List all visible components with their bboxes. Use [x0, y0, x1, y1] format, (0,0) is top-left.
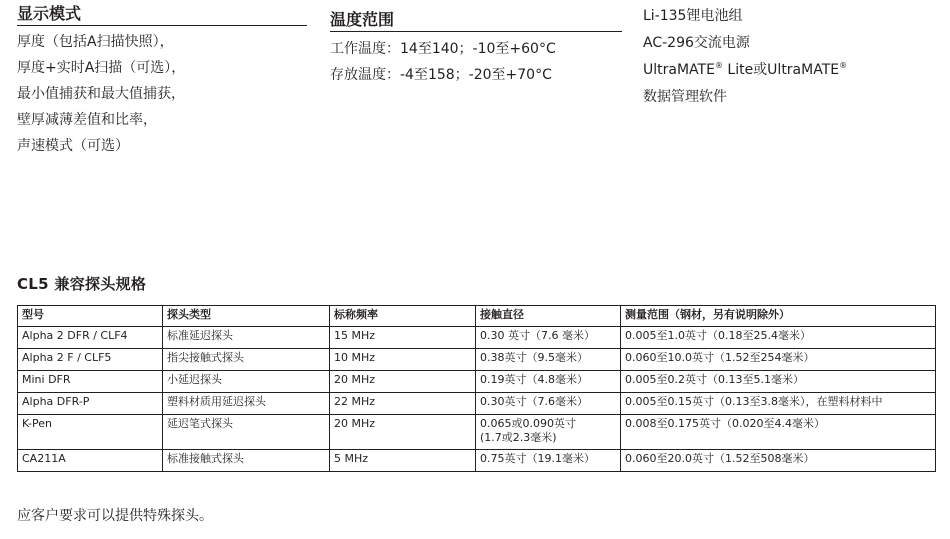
cell-probe-type: 塑料材质用延迟探头 — [163, 393, 330, 415]
table-header-row — [18, 306, 936, 327]
cell-contact-diameter: 0.19英寸（4.8毫米） — [476, 371, 621, 393]
display-modes-section — [17, 4, 307, 159]
contact-diameter-inches: 0.065或0.090英寸 — [480, 417, 576, 430]
display-modes-heading: 显示模式 — [17, 4, 307, 26]
cell-probe-type: 小延迟探头 — [163, 371, 330, 393]
operating-temperature: 工作温度：14至140；-10至+60°C — [330, 41, 556, 57]
header-contact-diameter: 接触直径 — [476, 306, 621, 327]
table-row — [18, 327, 936, 349]
cell-contact-diameter: 0.30 英寸（7.6 毫米） — [476, 327, 621, 349]
table-row — [18, 349, 936, 371]
cell-measurement-range: 0.060至10.0英寸（1.52至254毫米） — [621, 349, 936, 371]
cell-probe-type: 标准接触式探头 — [163, 450, 330, 472]
header-model: 型号 — [18, 306, 163, 327]
cell-probe-type: 指尖接触式探头 — [163, 349, 330, 371]
display-mode-item: 最小值捕获和最大值捕获， — [17, 86, 185, 102]
cell-measurement-range: 0.008至0.175英寸（0.020至4.4毫米） — [621, 415, 936, 450]
ac-power-item: AC-296交流电源 — [643, 35, 750, 51]
cell-measurement-range: 0.060至20.0英寸（1.52至508毫米） — [621, 450, 936, 472]
custom-probe-note: 应客户要求可以提供特殊探头。 — [17, 508, 213, 524]
display-mode-item: 声速模式（可选） — [17, 138, 129, 154]
cell-contact-diameter: 0.38英寸（9.5毫米） — [476, 349, 621, 371]
display-mode-item: 壁厚减薄差值和比率， — [17, 112, 157, 128]
cell-frequency: 20 MHz — [330, 371, 476, 393]
cell-model: K-Pen — [18, 415, 163, 450]
table-row — [18, 415, 936, 450]
cell-model: Alpha DFR-P — [18, 393, 163, 415]
accessories-section — [643, 3, 933, 111]
cell-model: Alpha 2 F / CLF5 — [18, 349, 163, 371]
table-row — [18, 450, 936, 472]
probe-specs-title: CL5 兼容探头规格 — [17, 275, 147, 293]
cell-frequency: 10 MHz — [330, 349, 476, 371]
header-measurement-range: 测量范围（钢材，另有说明除外） — [621, 306, 936, 327]
cell-frequency: 20 MHz — [330, 415, 476, 450]
software-description: 数据管理软件 — [643, 89, 727, 105]
cell-frequency: 5 MHz — [330, 450, 476, 472]
storage-temperature: 存放温度：-4至158；-20至+70°C — [330, 67, 552, 83]
battery-item: Li-135锂电池组 — [643, 8, 743, 24]
cell-probe-type: 标准延迟探头 — [163, 327, 330, 349]
software-name: UltraMATE — [643, 62, 715, 78]
display-mode-item: 厚度+实时A扫描（可选）， — [17, 60, 186, 76]
cell-contact-diameter: 0.75英寸（19.1毫米） — [476, 450, 621, 472]
software-item — [643, 57, 933, 84]
software-name-lite: Lite或UltraMATE — [722, 62, 840, 78]
registered-mark: ® — [839, 61, 848, 70]
cell-contact-diameter — [476, 415, 621, 450]
cell-probe-type: 延迟笔式探头 — [163, 415, 330, 450]
display-mode-item: 厚度（包括A扫描快照）， — [17, 34, 174, 50]
cell-model: Alpha 2 DFR / CLF4 — [18, 327, 163, 349]
cell-measurement-range: 0.005至0.2英寸（0.13至5.1毫米） — [621, 371, 936, 393]
temperature-heading: 温度范围 — [330, 10, 622, 32]
cell-frequency: 22 MHz — [330, 393, 476, 415]
cell-measurement-range: 0.005至0.15英寸（0.13至3.8毫米），在塑料材料中 — [621, 393, 936, 415]
cell-model: Mini DFR — [18, 371, 163, 393]
cell-model: CA211A — [18, 450, 163, 472]
header-probe-type: 探头类型 — [163, 306, 330, 327]
table-row — [18, 371, 936, 393]
cell-measurement-range: 0.005至1.0英寸（0.18至25.4毫米） — [621, 327, 936, 349]
table-row — [18, 393, 936, 415]
cell-contact-diameter: 0.30英寸（7.6毫米） — [476, 393, 621, 415]
probe-specs-table — [17, 305, 936, 472]
contact-diameter-mm: (1.7或2.3毫米) — [480, 431, 557, 444]
cell-frequency: 15 MHz — [330, 327, 476, 349]
temperature-section — [330, 10, 622, 88]
registered-mark: ® — [714, 61, 723, 70]
header-frequency: 标称频率 — [330, 306, 476, 327]
